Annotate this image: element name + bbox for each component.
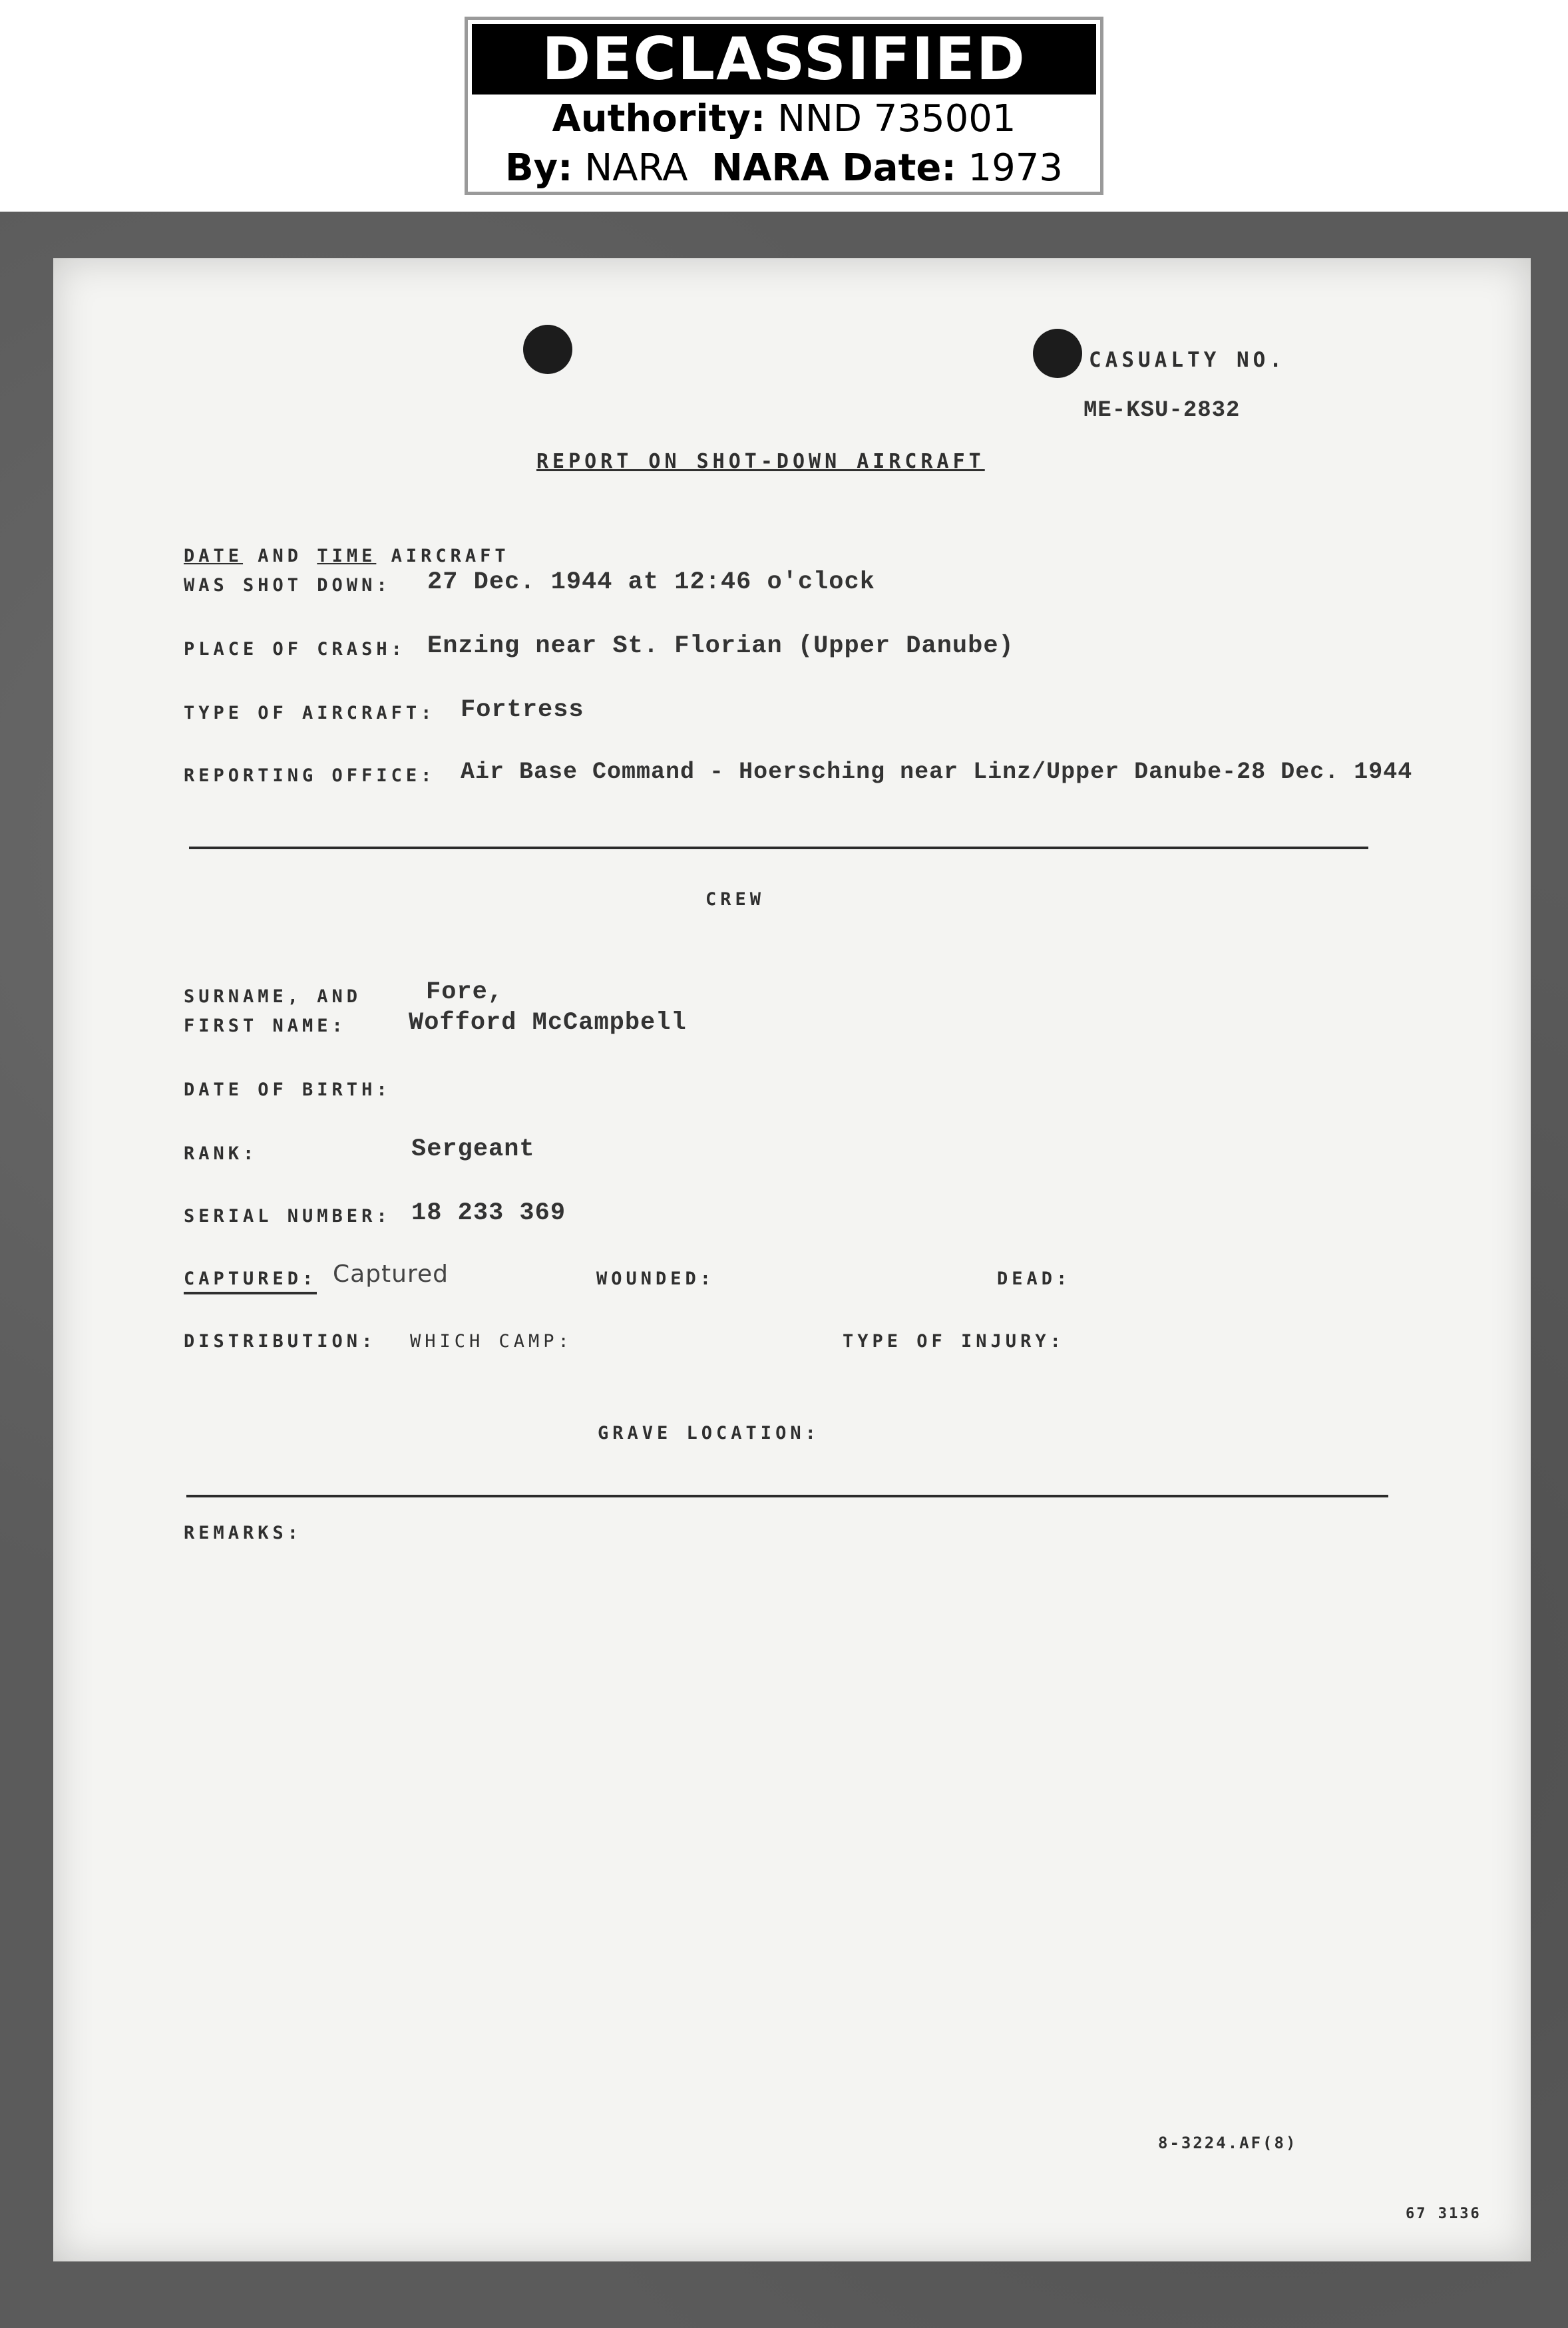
date-time-label-line1 xyxy=(184,546,510,566)
place-of-crash-value: Enzing near St. Florian (Upper Danube) xyxy=(427,632,1014,660)
rank-value: Sergeant xyxy=(411,1135,535,1163)
reporting-office-label: REPORTING OFFICE: xyxy=(184,765,436,786)
report-title: REPORT ON SHOT-DOWN AIRCRAFT xyxy=(536,450,985,473)
authority-value: NND 735001 xyxy=(777,97,1016,140)
wounded-label: WOUNDED: xyxy=(596,1268,715,1289)
type-of-aircraft-label: TYPE OF AIRCRAFT: xyxy=(184,703,436,723)
punch-hole-right xyxy=(1033,329,1082,378)
surname-label: SURNAME, AND xyxy=(184,986,362,1007)
shot-down-label: WAS SHOT DOWN: xyxy=(184,575,391,596)
place-of-crash-label: PLACE OF CRASH: xyxy=(184,639,406,660)
surname-value: Fore, xyxy=(426,978,504,1006)
stamp-title: DECLASSIFIED xyxy=(472,24,1096,95)
casualty-label: CASUALTY NO. xyxy=(1089,348,1286,372)
nara-date-label: NARA Date: xyxy=(711,146,956,190)
dead-label: DEAD: xyxy=(997,1268,1072,1289)
by-value: NARA xyxy=(584,146,688,190)
document-page xyxy=(53,258,1531,2261)
grave-location-label: GRAVE LOCATION: xyxy=(598,1423,820,1444)
divider-bottom xyxy=(186,1495,1388,1497)
scan-frame xyxy=(0,212,1568,2328)
captured-value: Captured xyxy=(333,1261,449,1288)
date-label: DATE xyxy=(184,546,244,566)
distribution-label: DISTRIBUTION: xyxy=(184,1331,377,1352)
first-name-label: FIRST NAME: xyxy=(184,1016,347,1036)
reporting-office-value: Air Base Command - Hoersching near Linz/Upper Danube-28 Dec. 1944 xyxy=(461,759,1413,785)
first-name-value: Wofford McCampbell xyxy=(409,1009,687,1037)
aircraft-label: AIRCRAFT xyxy=(391,546,510,566)
nara-date-value: 1973 xyxy=(968,146,1064,190)
type-of-aircraft-value: Fortress xyxy=(461,696,584,724)
date-time-value: 27 Dec. 1944 at 12:46 o'clock xyxy=(427,568,875,596)
stamp-by-line xyxy=(468,144,1100,193)
date-of-birth-label: DATE OF BIRTH: xyxy=(184,1079,391,1100)
punch-hole-left xyxy=(523,325,572,374)
declassified-stamp xyxy=(465,17,1103,195)
which-camp-label: WHICH CAMP: xyxy=(410,1331,573,1352)
and-label: AND xyxy=(258,546,303,566)
serial-number-value: 18 233 369 xyxy=(411,1199,566,1227)
captured-label: CAPTURED: xyxy=(184,1268,317,1294)
serial-number-label: SERIAL NUMBER: xyxy=(184,1206,391,1227)
form-number: 8-3224.AF(8) xyxy=(1158,2134,1298,2152)
time-label: TIME xyxy=(317,546,377,566)
stamp-authority-line xyxy=(468,95,1100,144)
casualty-number: ME-KSU-2832 xyxy=(1083,398,1241,423)
corner-code: 67 3136 xyxy=(1406,2206,1481,2222)
remarks-label: REMARKS: xyxy=(184,1523,303,1543)
type-of-injury-label: TYPE OF INJURY: xyxy=(843,1331,1065,1352)
authority-label: Authority: xyxy=(552,97,766,140)
crew-heading: CREW xyxy=(705,889,765,910)
by-label: By: xyxy=(504,146,573,190)
rank-label: RANK: xyxy=(184,1143,258,1164)
divider-top xyxy=(189,847,1368,849)
